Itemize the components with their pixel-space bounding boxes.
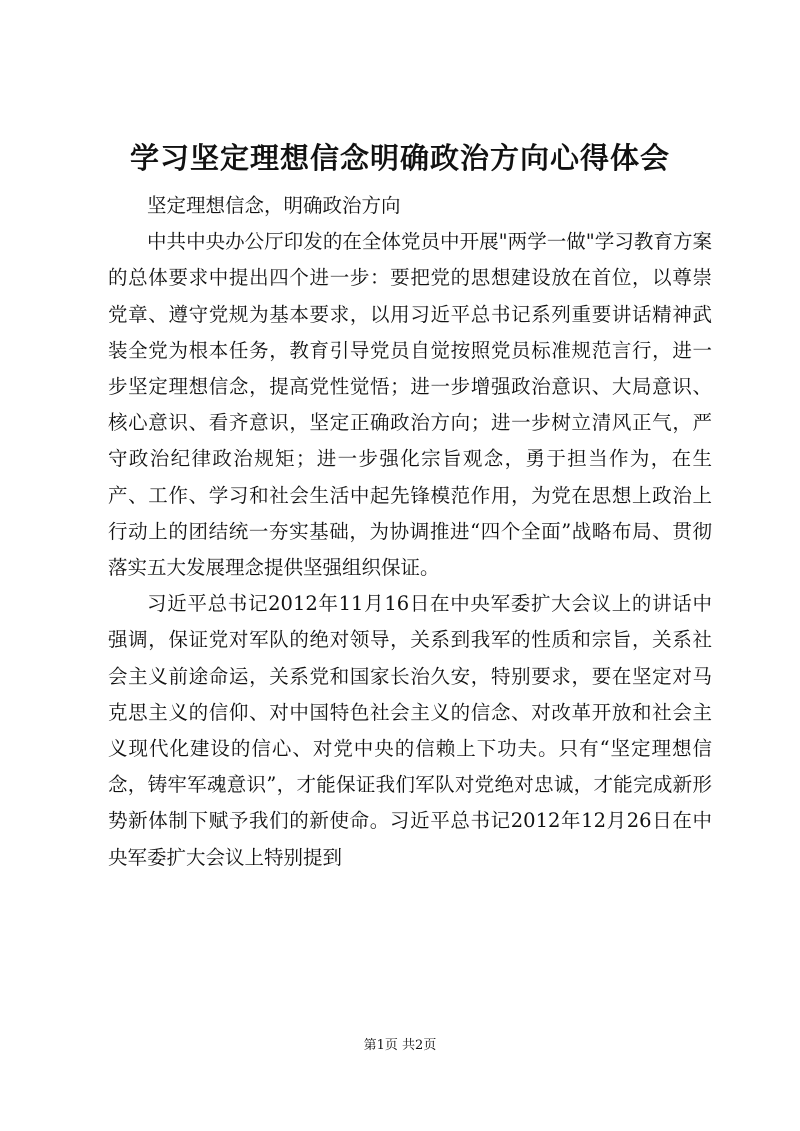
- subtitle-paragraph: 坚定理想信念，明确政治方向: [147, 194, 401, 217]
- document-body: [108, 188, 712, 876]
- document-title: 学习坚定理想信念明确政治方向心得体会: [129, 141, 670, 175]
- body-paragraph-2: 习近平总书记2012年11月16日在中央军委扩大会议上的讲话中强调，保证党对军队的绝对领导，关系到我军的性质和宗旨，关系社会主义前途命运，关系党和国家长治久安，特别要求，要在坚定对马克思主义的信仰、对中国特色社会主义的信念、对改革开放和社会主义现代化建设的信心、对党中央的信赖上下功夫。只有“坚定理想信念，铸牢军魂意识”，才能保证我们军队对党绝对忠诚，才能完成新形势新体制下赋予我们的新使命。习近平总书记2012年12月26日在中央军委扩大会议上特别提到: [108, 592, 712, 869]
- body-paragraph-1: 中共中央办公厅印发的在全体党员中开展"两学一做"学习教育方案的总体要求中提出四个进一步：要把党的思想建设放在首位，以尊崇党章、遵守党规为基本要求，以用习近平总书记系列重要讲话精神武装全党为根本任务，教育引导党员自觉按照党员标准规范言行，进一步坚定理想信念，提高党性觉悟；进一步增强政治意识、大局意识、核心意识、看齐意识，坚定正确政治方向；进一步树立清风正气，严守政治纪律政治规矩；进一步强化宗旨观念，勇于担当作为，在生产、工作、学习和社会生活中起先锋模范作用，为党在思想上政治上行动上的团结统一夯实基础，为协调推进“四个全面”战略布局、贯彻落实五大发展理念提供坚强组织保证。: [108, 230, 712, 580]
- page-footer: [0, 1037, 800, 1055]
- page-number-label: 第1页 共2页: [363, 1038, 437, 1053]
